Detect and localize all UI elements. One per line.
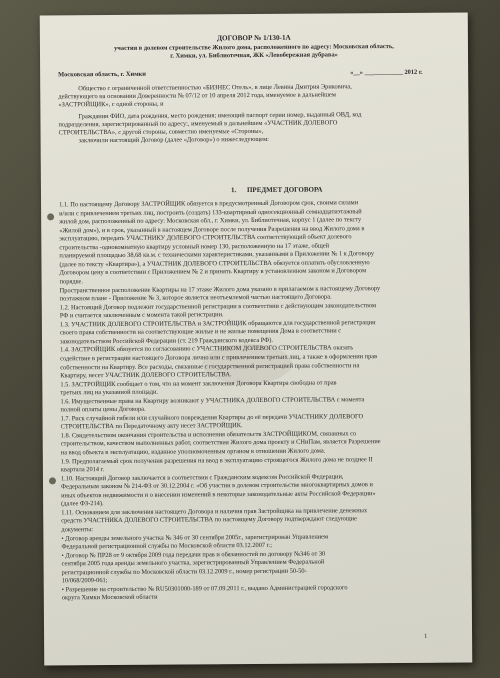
body-line: Пространственное расположение Квартиры на 17 этаже Жилого дома указано в прилагаемом к настоящему Договору: [59, 284, 381, 294]
body-line: регистрационной службы по Московской области 03.12.2009 г., номер регистрации 50-50-: [61, 567, 307, 577]
punch-hole: [49, 477, 56, 484]
body-line: 1.8. Свидетельством окончания строительства и исполнения обязательств ЗАСТРОЙЩИКОМ, связанных со: [60, 430, 357, 440]
page-number: 1: [424, 632, 428, 640]
body-line: полной оплаты цены Договора.: [60, 405, 146, 414]
body-line: жилой дом, расположенный по адресу: Московская обл., г. Химки, ул. Библиотечная, корпус 1 (далее по тексту: [59, 216, 362, 226]
body-line: 1.10. Настоящий Договор заключается в соответствии с Гражданским кодексом Российской Федерации,: [60, 472, 344, 482]
party-line: Гражданин ФИО, дата рождения, место рождения; имеющий паспорт серии номер, выданный ОВД, код: [78, 111, 362, 121]
body-line: 1.2. Настоящий Договор подлежит государственной регистрации в соответствии с действующим законодательством: [59, 301, 377, 311]
body-line: 1.3. УЧАСТНИК ДОЛЕВОГО СТРОИТЕЛЬСТВА и ЗАСТРОЙЩИК обращаются для государственной регистрации: [59, 318, 376, 329]
body-line: СТРОИТЕЛЬСТВА по Передаточному акту несет ЗАСТРОЙЩИК.: [60, 422, 243, 431]
contract-subtitle-1: участия в долевом строительстве Жилого дома, расположенного по адресу: Московская область,: [114, 43, 394, 52]
party-line: Общество с ограниченной ответственностью «БИЗНЕС Отель», в лице Левина Дмитрия Эриковича,: [78, 83, 352, 93]
body-line: 1.4. ЗАСТРОЙЩИК обязуется по согласованию с УЧАСТНИКОМ ДОЛЕВОГО СТРОИТЕЛЬСТВА оказать: [60, 344, 354, 354]
body-line: 1.1. По настоящему Договору ЗАСТРОЙЩИК обязуется в предусмотренный Договором срок, своими силами: [59, 199, 359, 209]
body-line: округа Химки Московской области: [61, 593, 158, 602]
body-line: (далее ФЗ-214).: [61, 500, 104, 508]
party-line: заключили настоящий Договор (далее «Договор») о нижеследующем:: [78, 135, 269, 145]
body-line: 10/068/2009-061;: [61, 577, 108, 585]
body-line: порядке.: [59, 278, 84, 286]
body-line: • Договор № ПР28 от 9 октября 2009 года передачи прав и обязанностей по договору №346 от 30: [61, 550, 326, 559]
body-line: строительства -однокомнатную квартиру условный номер 130, расположенную на 17 этаже, общей: [59, 242, 330, 252]
punch-hole: [47, 213, 54, 220]
contract-subtitle-2: г. Химки, ул. Библиотечная, ЖК «Левобережная дубрава»: [170, 51, 338, 60]
body-line: строительством, качеством выполненных работ, соответствия Жилого дома проекту и СНиПам, является Разрешение: [60, 438, 381, 448]
body-line: на ввод объекта в эксплуатацию, изданное уполномоченным органом в отношении Жилого дома.: [60, 447, 326, 457]
body-line: Федеральной регистрационной службы по Московской области 03.12.2007 г.;: [61, 541, 272, 551]
body-line: «Жилой дом»), и в срок, указанный в настоящем Договоре после получения Разрешения на ввод Жилого дома в: [59, 224, 365, 235]
document-page: [40, 13, 473, 666]
body-line: средств УЧАСТНИКА ДОЛЕВОГО СТРОИТЕЛЬСТВА по настоящему Договору подтверждают следующие: [61, 515, 357, 525]
body-line: своего права собственности на соответствующие жилые и не жилые помещения Дома в соответствии с: [59, 327, 342, 337]
party-line: СТРОИТЕЛЬСТВА», с другой стороны, совместно именуемые «Стороны»,: [58, 127, 264, 137]
body-line: сентября 2005 года аренды земельного участка, зарегистрированный Управлением Федеральной: [61, 558, 325, 568]
body-line: планируемой площадью 38,68 кв.м. с техническими характеристиками, указанными в Приложении № 1 к Договору: [59, 250, 375, 260]
body-line: 1.11. Основанием для заключения настоящего Договора и наличия прав Застройщика на привлечение денежных: [61, 507, 368, 517]
body-line: и/или с привлечением третьих лиц, построить (создать) 133-квартирный односекционный семнадцатиэтажный: [59, 207, 362, 217]
body-line: собственности на Квартиру. Все расходы, связанные с государственной регистрацией права собственности на: [60, 361, 360, 371]
date-field: «__» ____________ 2012 г.: [350, 68, 423, 77]
place-label: Московская область, г. Химки: [58, 70, 146, 79]
body-line: законодательством Российской Федерации (ст. 219 Гражданского кодекса РФ).: [59, 336, 274, 346]
body-line: РФ и считается заключенным с момента такой регистрации.: [59, 311, 224, 320]
body-line: Квартиру, несет УЧАСТНИК ДОЛЕВОГО СТРОИТЕЛЬСТВА.: [60, 371, 232, 380]
body-line: иных объектов недвижимости и о внесении изменений в некоторые законодательные акты Российской Федерации»: [61, 489, 376, 500]
body-line: третьих лиц на указанной площади.: [60, 388, 158, 397]
body-line: квартала 2014 г.: [60, 466, 105, 474]
body-line: 1.6. Имущественные права на Квартиру возникают у УЧАСТНИКА ДОЛЕВОГО СТРОИТЕЛЬСТВА с момента: [60, 395, 365, 405]
party-line: действующего на основании Доверенности № 07/12 от 10 апреля 2012 года, именуемое в дальнейшем: [58, 91, 336, 101]
body-line: 1.9. Предполагаемый срок получения разрешения на ввод в эксплуатацию строящегося Жилого дома не позднее II: [60, 455, 373, 465]
body-line: документы:: [61, 526, 94, 534]
body-line: 1.5. ЗАСТРОЙЩИК сообщает о том, что на момент заключения Договора Квартира свободна от прав: [60, 379, 337, 388]
section-title: ПРЕДМЕТ ДОГОВОРА: [246, 185, 323, 195]
body-line: Федеральным законом № 214-ФЗ от 30.12.2004 г. «Об участии в долевом строительстве многоквартирных домов и: [61, 481, 373, 491]
body-line: • Договор аренды земельного участка № 346 от 30 сентября 2005г., зарегистрирован Управлением: [61, 533, 329, 542]
party-line: подразделения, зарегистрированный по адресу:, именуемый в дальнейшем «УЧАСТНИК ДОЛЕВОГО: [58, 119, 338, 129]
body-line: содействие в регистрации настоящего Договора лично или с привлечением третьих лиц, а также в оформлении прав: [60, 353, 378, 363]
body-line: эксплуатацию, передать УЧАСТНИКУ ДОЛЕВОГО СТРОИТЕЛЬСТВА соответствующий объект долевого: [59, 233, 352, 243]
body-line: • Разрешение на строительство № RU50301000-189 от 07.09.2011 г., выдано Администрацией городского: [61, 584, 348, 594]
contract-title: ДОГОВОР № 1/130-1А: [217, 33, 291, 43]
section-number: 1.: [230, 186, 237, 195]
body-line: поэтажном плане - Приложение № 3, которое является неотъемлемой частью настоящего Договора.: [59, 293, 332, 303]
body-line: Договором цену в соответствии с Приложением № 2 и принять Квартиру в установленном законом и Договором: [59, 267, 367, 277]
body-line: (далее по тексту «Квартира»), а УЧАСТНИК ДОЛЕВОГО СТРОИТЕЛЬСТВА обязуется оплатить обусловленную: [59, 259, 370, 269]
body-line: 1.7. Риск случайной гибели или случайного повреждения Квартиры до её передачи УЧАСТНИКУ ДОЛЕВОГО: [60, 413, 364, 423]
party-line: «ЗАСТРОЙЩИК», с одной стороны, и: [58, 100, 164, 109]
